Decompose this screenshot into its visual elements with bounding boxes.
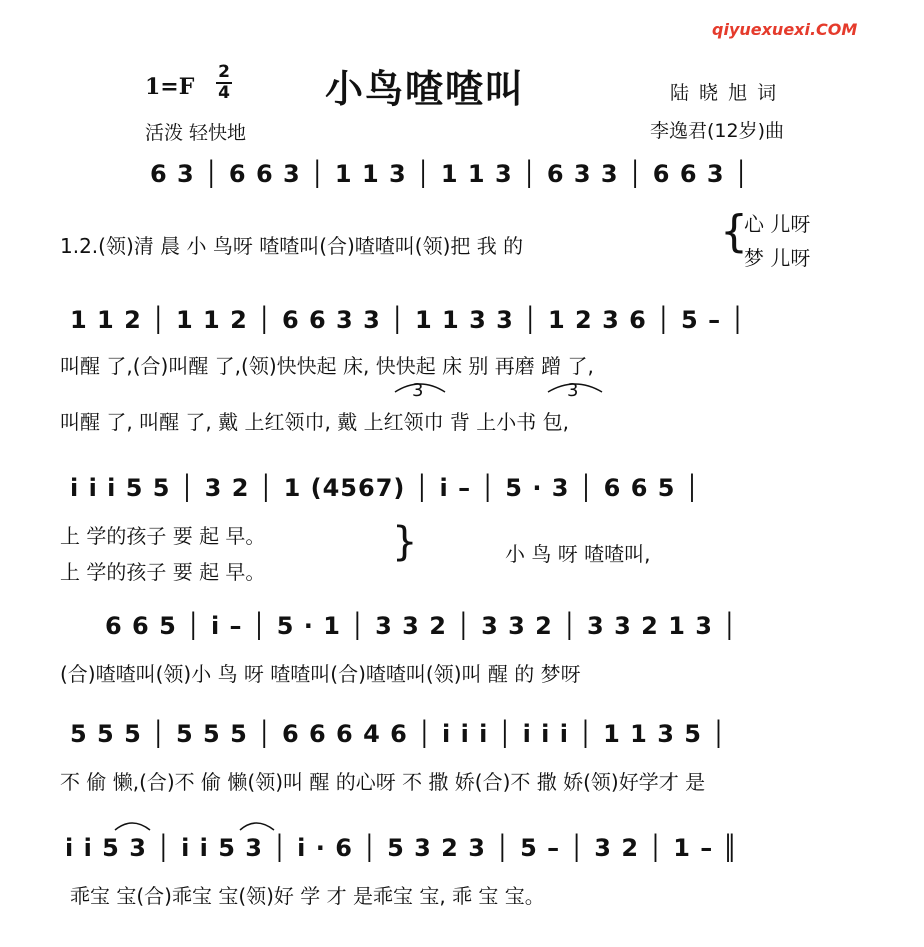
lyric-row-3a: 上 学的孩子 要 起 早。 — [60, 524, 266, 548]
notation-row-2: 1 1 2 │ 1 1 2 │ 6 6 3 3 │ 1 1 3 3 │ 1 2 3 6 │ 5 – │ — [70, 306, 746, 334]
tempo-marking: 活泼 轻快地 — [145, 122, 247, 144]
triplet-mark-1: 3 — [412, 380, 424, 401]
time-top: 2 — [218, 62, 230, 82]
triplet-arc-1 — [395, 384, 445, 392]
lyric-row-2b: 叫醒 了, 叫醒 了, 戴 上红领巾, 戴 上红领巾 背 上小书 包, — [60, 410, 570, 434]
lyric-row-2a: 叫醒 了,(合)叫醒 了,(领)快快起 床, 快快起 床 别 再磨 蹭 了, — [60, 354, 594, 378]
lyric-row-3b: 上 学的孩子 要 起 早。 — [60, 560, 266, 584]
lyric-row-5: 不 偷 懒,(合)不 偷 懒(领)叫 醒 的心呀 不 撒 娇(合)不 撒 娇(领)好学才 是 — [60, 770, 706, 794]
triplet-arc-2 — [548, 384, 602, 392]
brace-lyric-bottom: 梦 儿呀 — [744, 246, 811, 270]
lyric-row-1: 1.2.(领)清 晨 小 鸟呀 喳喳叫(合)喳喳叫(领)把 我 的 — [60, 234, 524, 258]
ending-brace: } — [392, 519, 418, 565]
composer: 李逸君(12岁)曲 — [650, 120, 785, 142]
triplet-mark-2: 3 — [567, 380, 579, 401]
notation-row-3: i i i 5 5 │ 3 2 │ 1 (4567) │ i – │ 5 · 3 │ 6 6 5 │ — [70, 474, 701, 502]
notation-row-6: i i 5 3 │ i i 5 3 │ i · 6 │ 5 3 2 3 │ 5 – │ 3 2 │ 1 – ║ — [65, 834, 739, 862]
lyric-row-6: 乖宝 宝(合)乖宝 宝(领)好 学 才 是乖宝 宝, 乖 宝 宝。 — [70, 884, 545, 908]
brace-lyric-top: 心 儿呀 — [744, 212, 811, 236]
lyricist: 陆 晓 旭 词 — [670, 82, 779, 104]
notation-row-5: 5 5 5 │ 5 5 5 │ 6 6 6 4 6 │ i i i │ i i i │ 1 1 3 5 │ — [70, 720, 727, 748]
tie-arc-1 — [115, 823, 150, 830]
verse-brace: { — [720, 206, 748, 257]
song-title: 小鸟喳喳叫 — [325, 67, 526, 111]
key-signature: 1=F — [145, 74, 195, 100]
time-bottom: 4 — [218, 83, 230, 103]
lyric-row-4: (合)喳喳叫(领)小 鸟 呀 喳喳叫(合)喳喳叫(领)叫 醒 的 梦呀 — [60, 662, 581, 686]
tie-arc-2 — [240, 823, 274, 830]
notation-row-1: 6 3 │ 6 6 3 │ 1 1 3 │ 1 1 3 │ 6 3 3 │ 6 6 3 │ — [150, 160, 750, 188]
lyric-row-3-right: 小 鸟 呀 喳喳叫, — [505, 542, 651, 566]
watermark-text: qiyuexuexi.COM — [712, 20, 858, 39]
notation-row-4: 6 6 5 │ i – │ 5 · 1 │ 3 3 2 │ 3 3 2 │ 3 3 2 1 3 │ — [105, 612, 738, 640]
